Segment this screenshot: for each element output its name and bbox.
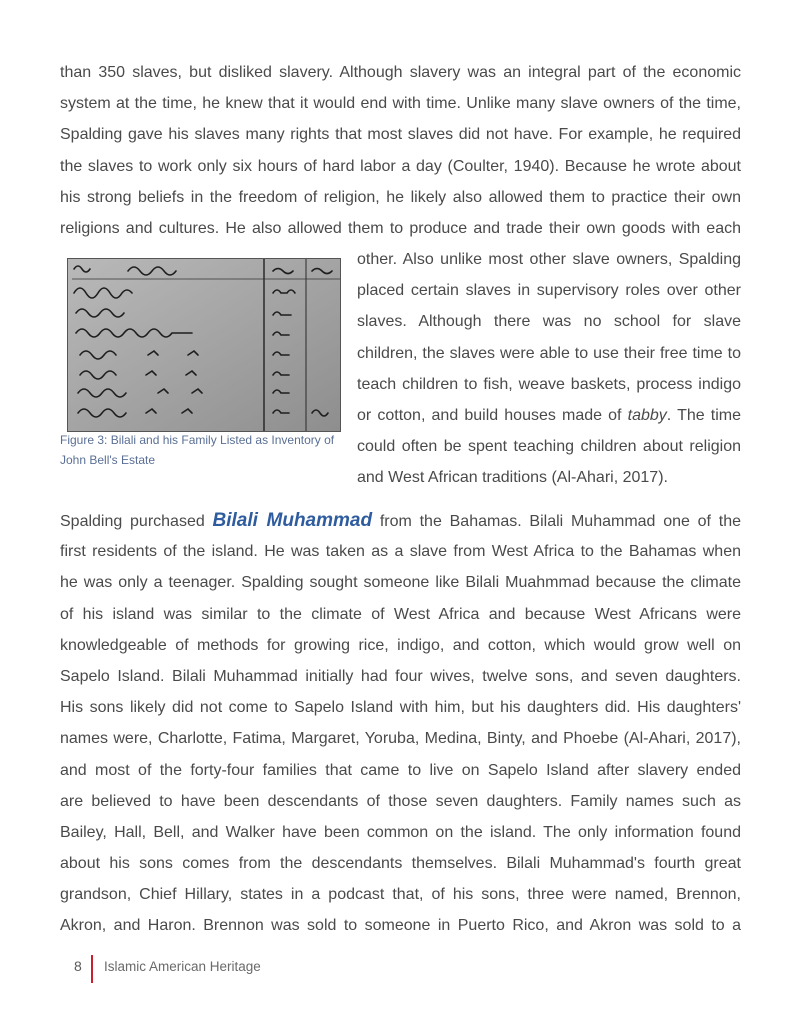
text-line: his strong beliefs in the freedom of religion, he likely also allowed them to practice their own (60, 188, 741, 206)
text-run: from the Bahamas. Bilali Muhammad one of the (372, 513, 741, 530)
italic-term: tabby (627, 406, 667, 424)
text-line: names were, Charlotte, Fatima, Margaret, Yoruba, Medina, Binty, and Phoebe (Al-Ahari, 2017), (60, 730, 741, 748)
text-line (357, 400, 741, 431)
text-run: or cotton, and build houses made of (357, 406, 628, 424)
figure-caption: Figure 3: Bilali and his Family Listed as Inventory of John Bell's Estate (60, 433, 335, 467)
text-line: than 350 slaves, but disliked slavery. Although slavery was an integral part of the economic (60, 64, 741, 81)
text-line: slaves. Although there was no school for slave (357, 313, 741, 331)
text-line (60, 505, 741, 536)
paragraph-1-continued (357, 244, 741, 494)
text-run: . The time (666, 406, 741, 424)
inventory-ledger-image (67, 258, 341, 432)
text-line: His sons likely did not come to Sapelo Island with him, but his daughters did. His daughters' (60, 699, 741, 717)
paragraph-1 (60, 57, 741, 244)
text-line: grandson, Chief Hillary, states in a podcast that, of his sons, three were named, Brennon, (60, 886, 741, 904)
footer-title: Islamic American Heritage (104, 959, 261, 974)
text-line: about his sons comes from the descendants themselves. Bilali Muhammad's fourth great (60, 855, 741, 873)
paragraph-2 (60, 505, 741, 942)
text-line: teach children to fish, weave baskets, process indigo (357, 375, 741, 393)
text-line: knowledgeable of methods for growing rice, indigo, and cotton, which would grow well on (60, 636, 741, 654)
highlighted-name: Bilali Muhammad (212, 510, 373, 531)
text-line: Akron, and Haron. Brennon was sold to someone in Puerto Rico, and Akron was sold to a (60, 917, 741, 935)
text-line: Spalding gave his slaves many rights that most slaves did not have. For example, he required (60, 126, 741, 144)
text-run: Spalding purchased (60, 513, 213, 530)
text-line: and most of the forty-four families that came to live on Sapelo Island after slavery ended (60, 761, 741, 779)
text-line: he was only a teenager. Spalding sought someone like Bilali Muahmmad because the climate (60, 574, 741, 592)
text-line: first residents of the island. He was taken as a slave from West Africa to the Bahamas when (60, 543, 741, 561)
text-line: other. Also unlike most other slave owners, Spalding (357, 251, 741, 268)
footer-divider (91, 955, 93, 983)
text-line: could often be spent teaching children about religion (357, 438, 741, 456)
text-line: of his island was similar to the climate of West Africa and because West Africans were (60, 605, 741, 623)
text-line: and West African traditions (Al-Ahari, 2017). (357, 469, 668, 487)
text-line: religions and cultures. He also allowed them to produce and trade their own goods with each (60, 219, 741, 237)
text-line: are believed to have been descendants of those seven daughters. Family names such as (60, 792, 741, 810)
text-line: Bailey, Hall, Bell, and Walker have been common on the island. The only information found (60, 823, 741, 841)
text-line: placed certain slaves in supervisory roles over other (357, 282, 741, 300)
text-line: children, the slaves were able to use their free time to (357, 344, 741, 362)
text-line: system at the time, he knew that it would end with time. Unlike many slave owners of the time, (60, 95, 741, 113)
text-line: the slaves to work only six hours of hard labor a day (Coulter, 1940). Because he wrote about (60, 157, 741, 175)
page-number: 8 (74, 958, 82, 974)
text-line: Sapelo Island. Bilali Muhammad initially had four wives, twelve sons, and seven daughters. (60, 667, 741, 685)
